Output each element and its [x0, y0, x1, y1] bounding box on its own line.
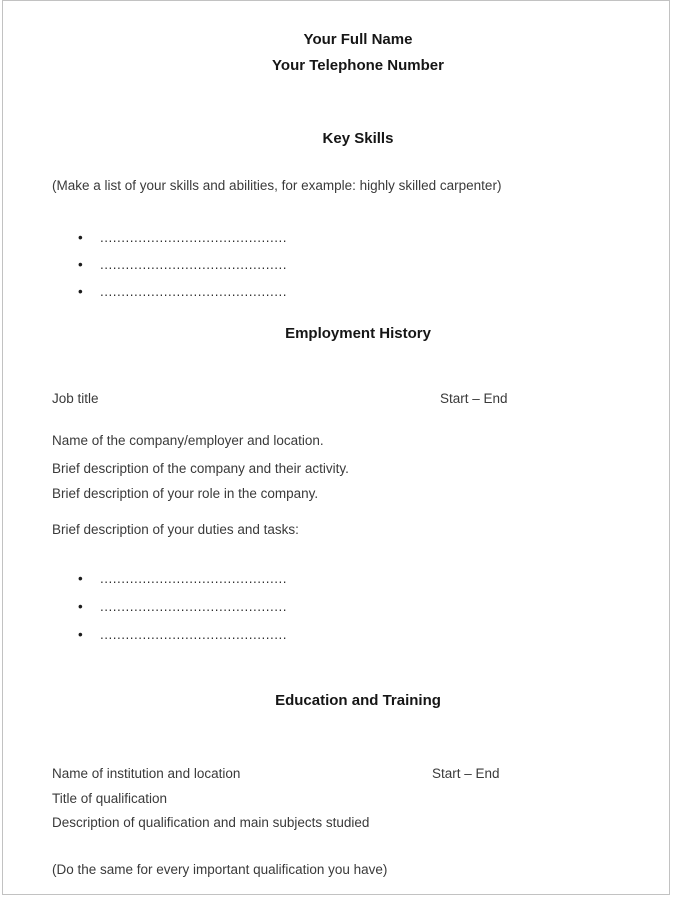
- job-title-row: [52, 390, 664, 407]
- company-line: Name of the company/employer and location.: [52, 433, 324, 448]
- list-item: [52, 626, 664, 643]
- bullet-icon: •: [78, 230, 83, 245]
- list-item: [52, 598, 664, 615]
- list-item: [52, 283, 664, 300]
- bullet-icon: •: [78, 571, 83, 586]
- qualification-description-label: Description of qualification and main subjects studied: [52, 815, 370, 830]
- bullet-icon: •: [78, 599, 83, 614]
- list-item: [52, 229, 664, 246]
- list-item: [52, 570, 664, 587]
- education-training-title: Education and Training: [275, 692, 441, 709]
- job-title-label: Job title: [52, 391, 99, 406]
- bullet-icon: •: [78, 284, 83, 299]
- key-skills-intro: (Make a list of your skills and abilities, for example: highly skilled carpenter): [52, 178, 502, 193]
- education-note: (Do the same for every important qualification you have): [52, 862, 388, 877]
- placeholder-dots-line: ............................................: [100, 230, 288, 245]
- duties-label: Brief description of your duties and tasks:: [52, 522, 299, 537]
- employment-history-title: Employment History: [285, 325, 431, 342]
- placeholder-dots-line: ............................................: [100, 599, 288, 614]
- placeholder-dots-line: ............................................: [100, 571, 288, 586]
- qualification-label: Title of qualification: [52, 791, 168, 806]
- full-name-heading: Your Full Name: [303, 31, 413, 48]
- bullet-icon: •: [78, 627, 83, 642]
- placeholder-dots-line: ............................................: [100, 257, 288, 272]
- company-activity-line: Brief description of the company and their activity.: [52, 461, 349, 476]
- placeholder-dots-line: ............................................: [100, 627, 288, 642]
- placeholder-dots-line: ............................................: [100, 284, 288, 299]
- institution-label: Name of institution and location: [52, 766, 241, 781]
- telephone-heading: Your Telephone Number: [272, 57, 444, 74]
- document-page: [2, 0, 670, 895]
- list-item: [52, 256, 664, 273]
- duties-bullet-list: [52, 570, 664, 643]
- bullet-icon: •: [78, 257, 83, 272]
- key-skills-bullet-list: [52, 229, 664, 300]
- education-date-range: Start – End: [432, 766, 500, 781]
- employment-date-range: Start – End: [440, 391, 508, 406]
- role-line: Brief description of your role in the company.: [52, 486, 319, 501]
- key-skills-title: Key Skills: [322, 130, 394, 147]
- institution-row: [52, 765, 664, 782]
- document-content: [52, 1, 664, 878]
